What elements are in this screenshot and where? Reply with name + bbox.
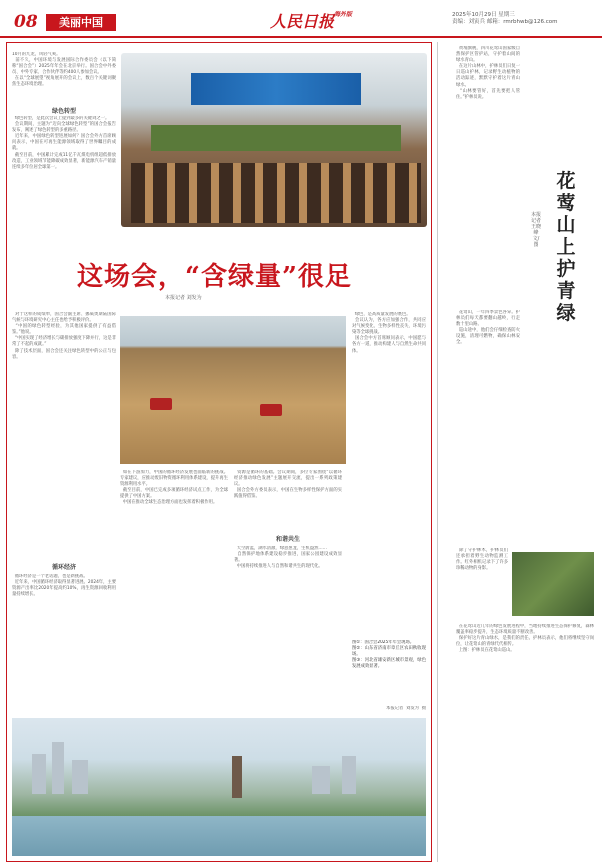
- column-4b-text: 天空蔚蓝，湖水清澈，绿意葱茏，生机盎然…… 自然保护地体系建设稳步推进，国家公园建设成效显著。 中国将持续推进人与自然和谐共生的现代化。: [234, 546, 342, 570]
- article-byline: 本报记者 刘发为: [165, 295, 202, 301]
- pagoda: [232, 756, 242, 798]
- right-article-byline: 本报记者 王晓峰 文/图: [531, 212, 542, 248]
- right-article-title: 花莺山上护青绿: [556, 170, 576, 324]
- issue-date: 2025年10月29日 星期三: [452, 12, 515, 18]
- page-number: 08: [14, 12, 38, 32]
- article-headline: 这场会，“含绿量”很足: [77, 262, 352, 292]
- building: [52, 742, 64, 794]
- right-text-top: 黄埔旗舰，四川花莺山国家级自然保护区管护站，守护着山间的绿水青山。 在这片山林中，护林员们日复一日巡山护林，记录野生动植物的活动踪迹，默默守护着这片青山绿水。 “山林要管好，首先要把人管住。”护林员说。: [456, 46, 520, 100]
- building: [342, 756, 356, 794]
- editor-info: 责编：刘寅兵 邮箱：rmrbhwb@126.com: [452, 19, 558, 25]
- column-3-text: 如在下游加力，中国的循环经济发展也面临新的挑战。专家建议，应推动废旧物资循环利用体系建设，提升再生资源利用水平。 截至目前，中国已完成多项循环经济试点工作，为全球提供了中国方案。 中国在推动全球生态治理方面也发挥着积极作用。: [120, 470, 228, 506]
- building: [32, 754, 46, 794]
- building: [72, 760, 88, 794]
- header-meta: [452, 12, 558, 26]
- lake: [12, 816, 426, 856]
- intro-text: 10月的九龙，风轻气爽。 前不久，中国环境与发展国际合作委员会（以下简称“国合会”）2025年年会在北京举行。国合会中外委员、中外专家、合作伙伴等约400人参加会议。 在以“全球展望”视角展开的会议上，数百个关键词聚焦生态环境治理。: [12, 52, 116, 88]
- right-text-bottom: 在花莺山近几年的绿色发展进程中，当地持续推进生态保护修复，森林覆盖率稳步提升，生态环境质量不断改善。 保护好这片青山绿水，是我们的责任。护林员表示，他们将继续坚守岗位，让花莺山的青绿代代相传。 上图：护林员在花莺山巡山。: [456, 624, 594, 654]
- conference-banner: [191, 73, 361, 105]
- ranger-photo: [512, 552, 594, 616]
- column-2b-text: 循环经济是一个老话题，也是新挑战。 近年来，中国循环经济取得显著进展。2024年，主要资源产出率比2020年提高约10%，再生资源回收利用量持续增长。: [12, 574, 116, 598]
- tractor-2: [260, 404, 282, 416]
- subheading-circular-economy: 循环经济: [51, 564, 76, 571]
- photo-captions: 图①：国合会2025年年会现场。 图②：山东省济南市章丘区农田秋收现场。 图③：河北省雄安新区城市景观，绿色发展成效显著。: [352, 640, 426, 670]
- column-2-text: 对于这样的成绩单，国合会副主席、挪威奥斯陆国际气候与环境研究中心主任也给予积极评价。 “中国的绿色转型经验，为其他国家提供了有益借鉴。”他说。 “中国实现了经济增长与碳排放强度下降并行，这是非常了不起的成就。” 除了技术层面，国合会还关注绿色转型中的公正与包容。: [12, 312, 116, 360]
- column-4-text: 资源是循环的基础。会议期间，多位专家围绕“以循环经济推动绿色发展”主题展开交流，提出一系列政策建议。 国合会外方委员表示，中国在生物多样性保护方面的实践值得借鉴。: [234, 470, 342, 500]
- building: [312, 766, 330, 794]
- column-1-text: 绿色转型，是此次会议上提到最多的关键词之一。 会议期间，主题为“迈向全球绿色转型”的国合会报告发布，阐述了绿色转型的多重路径。 近年来，中国绿色转型进展如何？国合会外方首席顾问表示，中国在可再生能源领域取得了世界瞩目的成就。 截至目前，中国累计完成11亿千瓦煤电机组超低排放改造，工业领域节能降碳成效显著，新能源汽车产销量连续多年位居全球第一。: [12, 116, 116, 170]
- masthead-title: 人民日报: [270, 12, 335, 31]
- column-5-text: 绿色，是高质量发展的底色。 会议认为，各方应加强合作，共同应对气候变化、生物多样性丧失、环境污染等全球挑战。 国合会中方首席顾问表示，中国愿与各方一道，推动构建人与自然生命共同体。: [352, 312, 426, 354]
- column-divider: [437, 42, 438, 862]
- subheading-harmony: 和谐共生: [275, 536, 300, 543]
- conference-photo: [121, 53, 427, 227]
- conference-audience: [131, 163, 421, 223]
- city-landscape-photo: [12, 718, 426, 856]
- right-text-low: 除了守护林木，护林员们还承担着野生动物监测工作。红外相机记录下了许多珍稀动物的身影。: [456, 548, 508, 572]
- page-header: [0, 0, 602, 38]
- right-text-mid: 花莺山，一年四季景色各异。护林员们每天都要翻山越岭，行走数十里山路。 巡山途中，他们会仔细检查防火设施，清理可燃物，确保山林安全。: [456, 310, 520, 346]
- section-label: 美丽中国: [46, 14, 116, 31]
- harvest-photo: [120, 316, 346, 464]
- conference-stage: [151, 125, 401, 151]
- photo-credit: 本报记者 刘发为 摄: [386, 706, 426, 711]
- subheading-green-transition: 绿色转型: [51, 108, 76, 115]
- masthead: [270, 9, 352, 32]
- tractor-1: [150, 398, 172, 410]
- masthead-edition: 海外版: [334, 11, 353, 18]
